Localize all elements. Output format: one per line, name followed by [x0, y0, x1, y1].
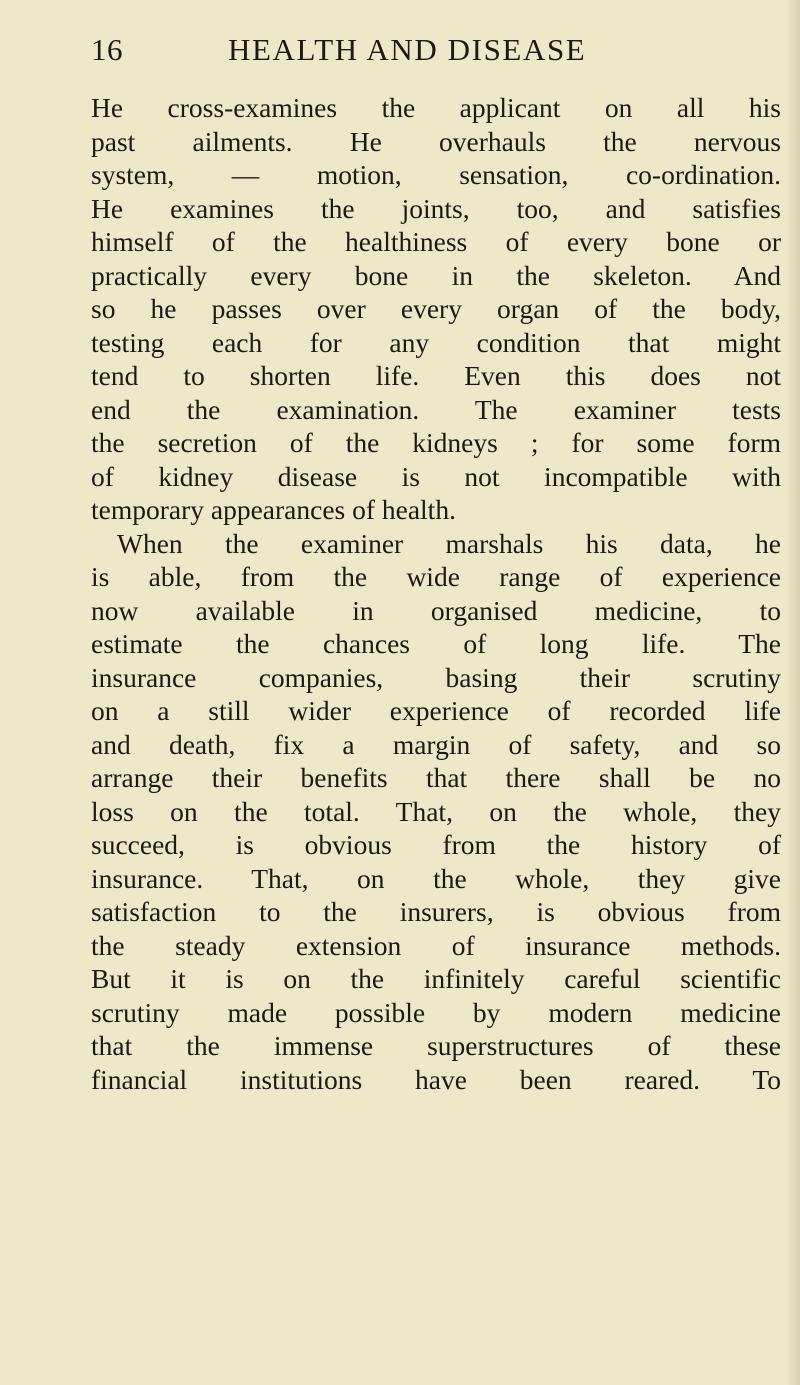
text-line: financial institutions have been reared. To	[91, 1063, 781, 1095]
text-line: on a still wider experience of recorded life	[91, 695, 781, 726]
page-number: 16	[91, 32, 123, 67]
text-line: end the examination. The examiner tests	[91, 393, 781, 425]
text-line: scrutiny made possible by modern medicine	[91, 996, 781, 1028]
text-line: He examines the joints, too, and satisfies	[91, 192, 781, 224]
paragraph-start-line: When the examiner marshals his data, he	[117, 527, 781, 559]
text-line: testing each for any condition that might	[91, 326, 781, 358]
body-text	[91, 91, 781, 1096]
running-title: HEALTH AND DISEASE	[228, 32, 587, 67]
running-head	[0, 30, 800, 70]
text-line: loss on the total. That, on the whole, they	[91, 795, 781, 827]
text-line: satisfaction to the insurers, is obvious from	[91, 896, 781, 927]
paragraph-end-line: temporary appearances of health.	[91, 494, 456, 525]
text-line: and death, fix a margin of safety, and so	[91, 728, 781, 760]
page-edge-shadow	[786, 0, 800, 1385]
text-line: insurance companies, basing their scrutiny	[91, 661, 781, 693]
text-line: the secretion of the kidneys ; for some form	[91, 427, 781, 458]
text-line: insurance. That, on the whole, they give	[91, 862, 781, 894]
text-line: that the immense superstructures of these	[91, 1030, 781, 1061]
text-line: practically every bone in the skeleton. And	[91, 259, 781, 291]
text-line: tend to shorten life. Even this does not	[91, 360, 781, 391]
text-line: of kidney disease is not incompatible with	[91, 460, 781, 492]
text-line: so he passes over every organ of the body,	[91, 293, 781, 324]
text-line: But it is on the infinitely careful scientific	[91, 963, 781, 994]
text-line: succeed, is obvious from the history of	[91, 829, 781, 860]
text-line: He cross-examines the applicant on all his	[91, 92, 781, 123]
text-line: past ailments. He overhauls the nervous	[91, 125, 781, 157]
text-line: system, — motion, sensation, co-ordination.	[91, 159, 781, 190]
text-line: is able, from the wide range of experience	[91, 561, 781, 592]
text-line: the steady extension of insurance methods.	[91, 929, 781, 961]
text-line: himself of the healthiness of every bone or	[91, 226, 781, 257]
text-line: arrange their benefits that there shall be no	[91, 762, 781, 793]
text-line: estimate the chances of long life. The	[91, 628, 781, 659]
text-line: now available in organised medicine, to	[91, 594, 781, 626]
